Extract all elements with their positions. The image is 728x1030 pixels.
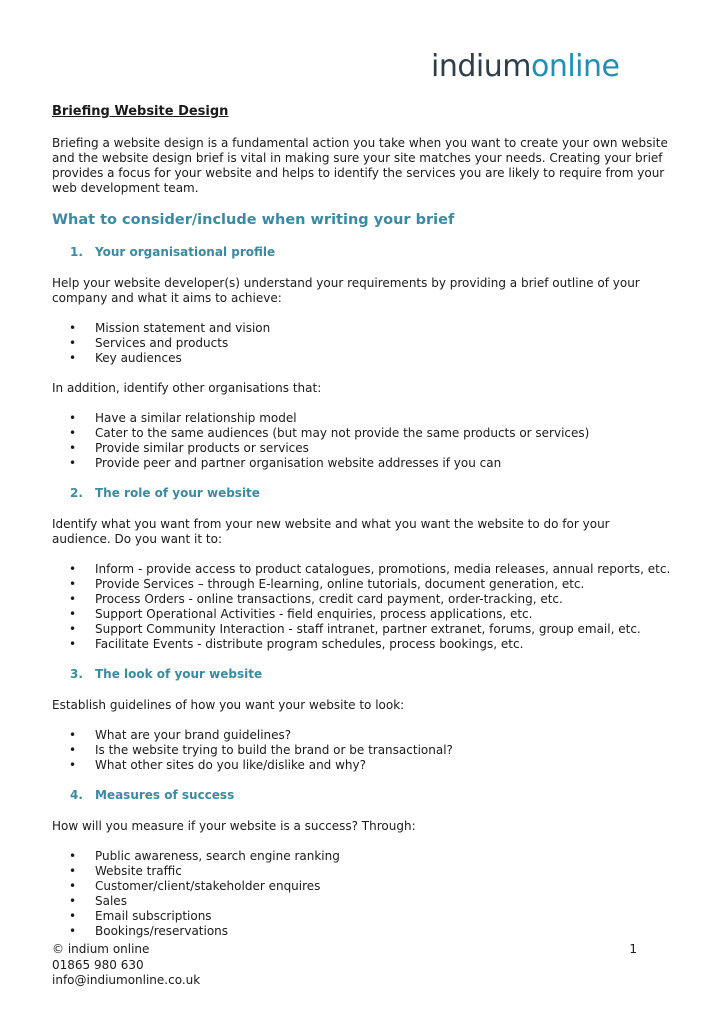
list-item: • Provide similar products or services xyxy=(52,441,672,456)
list-item: • Sales xyxy=(52,894,672,909)
list-item: • Support Operational Activities - field enquiries, process applications, etc. xyxy=(52,607,672,622)
section-heading-1 xyxy=(52,245,672,260)
list-item: • Have a similar relationship model xyxy=(52,411,672,426)
section-title: Your organisational profile xyxy=(95,245,276,259)
list-item: • Key audiences xyxy=(52,351,672,366)
list-item: • Email subscriptions xyxy=(52,909,672,924)
list-item: • Website traffic xyxy=(52,864,672,879)
list-item: • Support Community Interaction - staff intranet, partner extranet, forums, group email, etc. xyxy=(52,622,672,637)
footer-company: © indium online xyxy=(52,942,150,956)
footer-phone: 01865 980 630 xyxy=(52,957,144,972)
section-intro: Help your website developer(s) understand your requirements by providing a brief outline of your company and what it aims to achieve: xyxy=(52,276,640,305)
section-title: Measures of success xyxy=(95,788,235,802)
list-item: • Cater to the same audiences (but may not provide the same products or services) xyxy=(52,426,672,441)
page-footer xyxy=(52,942,637,989)
list-item: • Public awareness, search engine ranking xyxy=(52,849,672,864)
section-intro: How will you measure if your website is a success? Through: xyxy=(52,819,416,833)
page-number: 1 xyxy=(629,942,637,956)
bullet-list xyxy=(52,728,672,773)
list-item: • Provide peer and partner organisation website addresses if you can xyxy=(52,456,672,471)
intro-paragraph: Briefing a website design is a fundamental action you take when you want to create your own website and the website design brief is vital in making sure your site matches your needs. Creating your brief provides a focus for your website and helps to identify the services you are likely to require from your web development team. xyxy=(52,136,668,195)
list-item: • Customer/client/stakeholder enquires xyxy=(52,879,672,894)
list-item: • What are your brand guidelines? xyxy=(52,728,672,743)
logo-text-online: online xyxy=(530,49,620,84)
section-number: 3. xyxy=(70,667,83,681)
list-item: • What other sites do you like/dislike and why? xyxy=(52,758,672,773)
bullet-list xyxy=(52,849,672,939)
company-logo xyxy=(431,49,620,84)
footer-email: info@indiumonline.co.uk xyxy=(52,973,201,987)
section-title: The look of your website xyxy=(95,667,263,681)
list-item: • Inform - provide access to product catalogues, promotions, media releases, annual reports, etc. xyxy=(52,562,672,577)
section-number: 2. xyxy=(70,486,83,500)
bullet-list xyxy=(52,411,672,471)
list-item: • Facilitate Events - distribute program schedules, process bookings, etc. xyxy=(52,637,672,652)
section-intro: In addition, identify other organisations that: xyxy=(52,381,322,395)
list-item: • Bookings/reservations xyxy=(52,924,672,939)
section-title: The role of your website xyxy=(95,486,260,500)
section-heading-3 xyxy=(52,667,672,682)
section-intro: Establish guidelines of how you want your website to look: xyxy=(52,698,405,712)
logo-text-indium: indium xyxy=(431,49,531,84)
document-page xyxy=(52,104,672,954)
main-heading: What to consider/include when writing your brief xyxy=(52,212,455,228)
list-item: • Is the website trying to build the brand or be transactional? xyxy=(52,743,672,758)
list-item: • Provide Services – through E-learning, online tutorials, document generation, etc. xyxy=(52,577,672,592)
section-heading-2 xyxy=(52,486,672,501)
section-number: 4. xyxy=(70,788,83,802)
list-item: • Services and products xyxy=(52,336,672,351)
section-intro: Identify what you want from your new website and what you want the website to do for your audience. Do you want it to: xyxy=(52,517,610,546)
section-number: 1. xyxy=(70,245,83,259)
section-heading-4 xyxy=(52,788,672,803)
list-item: • Process Orders - online transactions, credit card payment, order-tracking, etc. xyxy=(52,592,672,607)
bullet-list xyxy=(52,321,672,366)
list-item: • Mission statement and vision xyxy=(52,321,672,336)
bullet-list xyxy=(52,562,672,652)
document-title: Briefing Website Design xyxy=(52,104,229,119)
